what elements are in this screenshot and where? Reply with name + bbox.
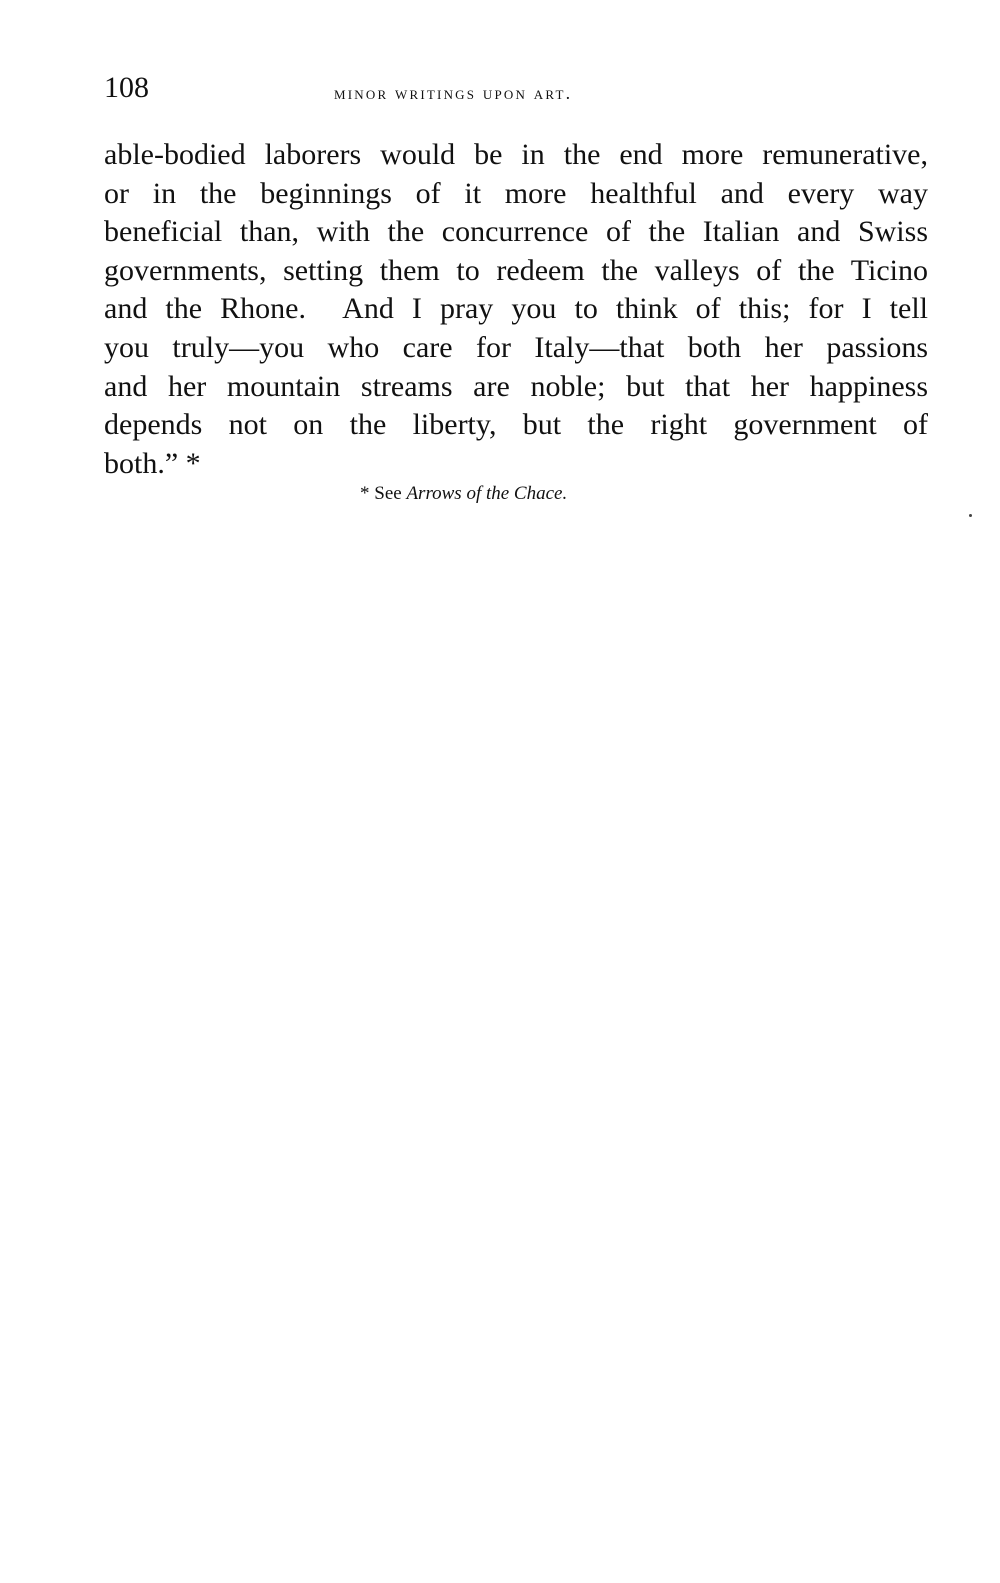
text-line: governments, setting them to redeem the valleys of the Ticino <box>104 253 928 287</box>
running-head: minor writings upon art. <box>334 83 573 103</box>
text-line: or in the beginnings of it more healthful and every way <box>104 176 928 210</box>
footnote <box>360 482 567 506</box>
text-line: beneficial than, with the concurrence of the Italian and Swiss <box>104 215 928 249</box>
print-speck <box>969 514 972 517</box>
text-line: and her mountain streams are noble; but that her happiness <box>104 369 928 403</box>
footnote-prefix: * See <box>360 483 407 504</box>
text-line: and the Rhone. And I pray you to think of this; for I tell <box>104 292 928 326</box>
footnote-title: Arrows of the Chace. <box>406 483 568 504</box>
text-line: both.” * <box>104 446 201 480</box>
text-line: depends not on the liberty, but the right government of <box>104 408 928 442</box>
text-line: you truly—you who care for Italy—that both her passions <box>104 330 928 364</box>
page-number: 108 <box>104 71 149 104</box>
body-paragraph <box>104 136 928 483</box>
text-line: able-bodied laborers would be in the end more remunerative, <box>104 138 928 171</box>
